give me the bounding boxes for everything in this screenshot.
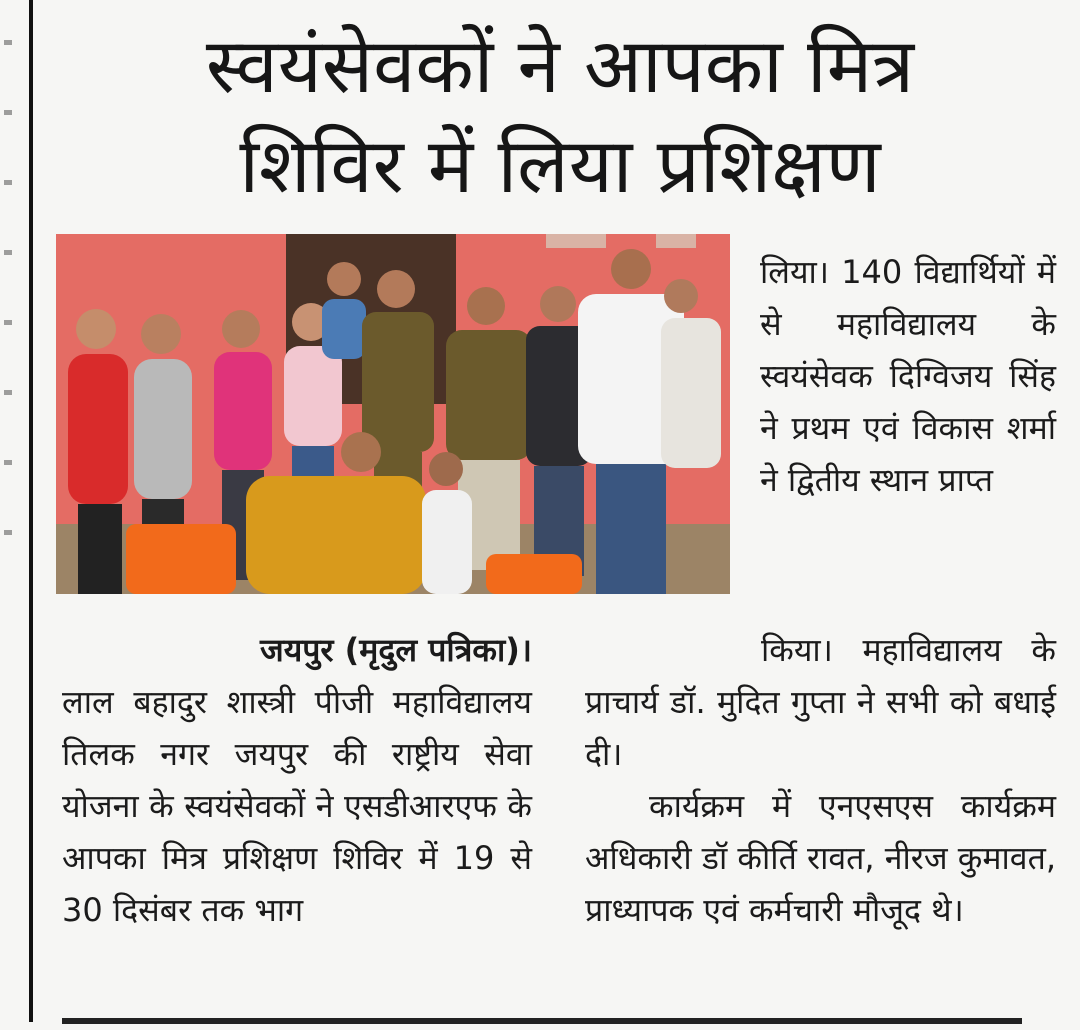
body-column-left	[62, 624, 532, 936]
headline-line-2: शिविर में लिया प्रशिक्षण	[239, 121, 881, 210]
column-rule	[29, 0, 33, 1022]
dateline: जयपुर (मृदुल पत्रिका)।	[259, 631, 532, 669]
body-column-right-bottom	[585, 624, 1056, 936]
body-paragraph-right-top: लिया। 140 विद्यार्थियों में से महाविद्यालय के स्वयंसेवक दिग्विजय सिंह ने प्रथम एवं विकास शर्मा ने द्वितीय स्थान प्राप्त	[760, 253, 1056, 499]
group-photo-illustration	[56, 234, 730, 594]
headline-line-1: स्वयंसेवकों ने आपका मित्र	[205, 21, 915, 110]
body-column-right-top	[760, 246, 1056, 506]
news-photo	[56, 234, 730, 594]
body-paragraph-left: लाल बहादुर शास्त्री पीजी महाविद्यालय तिलक नगर जयपुर की राष्ट्रीय सेवा योजना के स्वयंसेवकों ने एसडीआरएफ के आपका मित्र प्रशिक्षण शिविर में 19 से 30 दिसंबर तक भाग	[62, 683, 532, 929]
next-article-headline-fragment	[62, 1000, 1062, 1030]
page-edge-marks	[4, 40, 12, 600]
body-paragraph-right-continued: किया। महाविद्यालय के प्राचार्य डॉ. मुदित गुप्ता ने सभी को बधाई दी।	[585, 631, 1056, 773]
body-paragraph-right-second: कार्यक्रम में एनएसएस कार्यक्रम अधिकारी डॉ कीर्ति रावत, नीरज कुमावत, प्राध्यापक एवं कर्मचारी मौजूद थे।	[585, 787, 1056, 929]
